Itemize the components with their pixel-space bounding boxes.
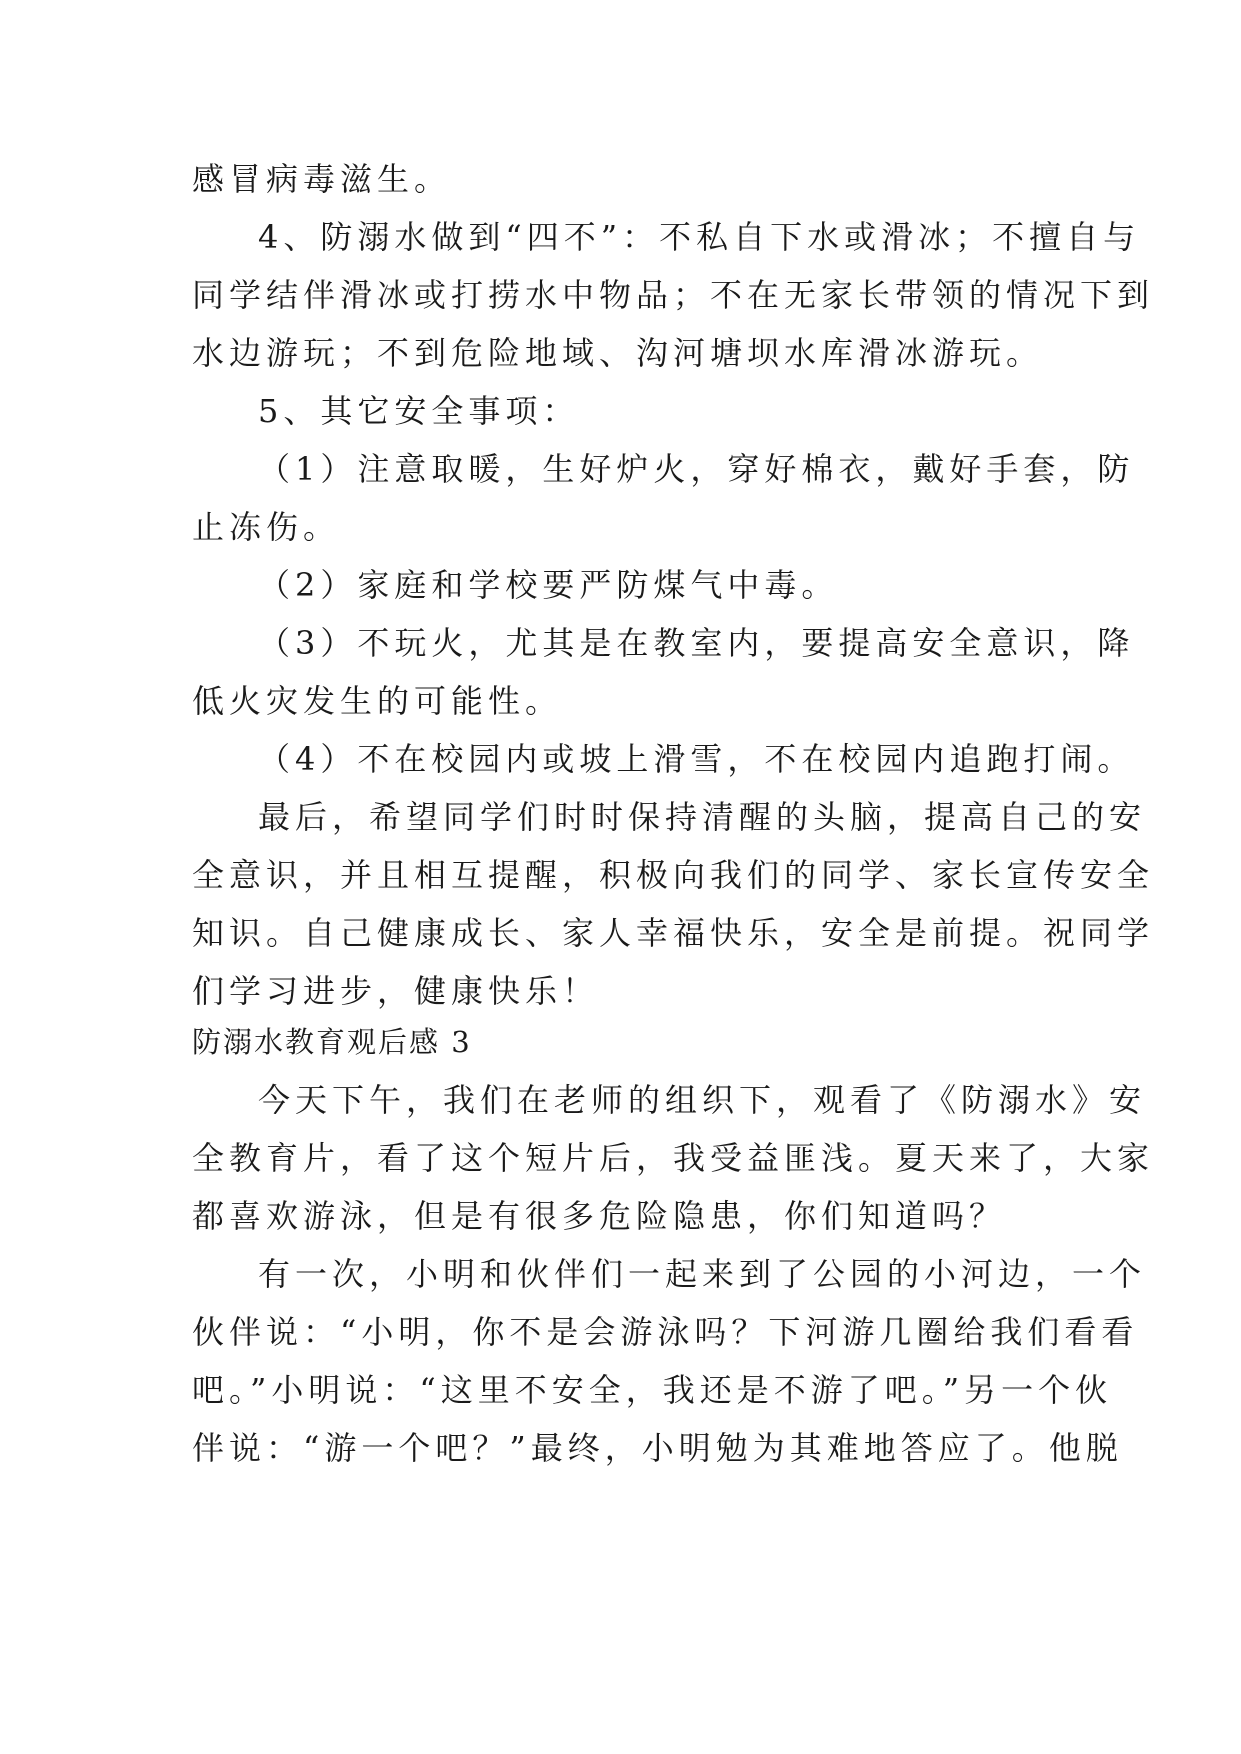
paragraph-line: 有一次，小明和伙伴们一起来到了公园的小河边，一个 — [258, 1255, 1147, 1293]
paragraph-line: 5、其它安全事项： — [258, 392, 580, 430]
paragraph-line: 同学结伴滑冰或打捞水中物品；不在无家长带领的情况下到 — [192, 276, 1155, 314]
paragraph-line: 吧。”小明说：“这里不安全，我还是不游了吧。”另一个伙 — [192, 1371, 1113, 1409]
paragraph-line: 们学习进步，健康快乐！ — [192, 972, 600, 1010]
paragraph-line: 感冒病毒滋生。 — [192, 160, 452, 198]
paragraph-line: 全教育片，看了这个短片后，我受益匪浅。夏天来了，大家 — [192, 1139, 1155, 1177]
paragraph-line: 低火灾发生的可能性。 — [192, 682, 563, 720]
paragraph-line: （1）注意取暖，生好炉火，穿好棉衣，戴好手套，防 — [258, 450, 1135, 488]
paragraph-line: （4）不在校园内或坡上滑雪，不在校园内追跑打闹。 — [258, 740, 1135, 778]
paragraph-line: 知识。自己健康成长、家人幸福快乐，安全是前提。祝同学 — [192, 914, 1155, 952]
paragraph-line: 4、防溺水做到“四不”：不私自下水或滑冰；不擅自与 — [258, 218, 1141, 256]
paragraph-line: 最后，希望同学们时时保持清醒的头脑，提高自己的安 — [258, 798, 1147, 836]
paragraph-line: 都喜欢游泳，但是有很多危险隐患，你们知道吗？ — [192, 1197, 1007, 1235]
text-section-bottom — [192, 1013, 1155, 1477]
paragraph-line: （3）不玩火，尤其是在教室内，要提高安全意识，降 — [258, 624, 1135, 662]
text-section-top — [192, 150, 1155, 1020]
paragraph-line: 全意识，并且相互提醒，积极向我们的同学、家长宣传安全 — [192, 856, 1155, 894]
paragraph-line: 止冻伤。 — [192, 508, 341, 546]
paragraph-line: 伙伴说：“小明，你不是会游泳吗？下河游几圈给我们看看 — [192, 1313, 1139, 1351]
paragraph-line: （2）家庭和学校要严防煤气中毒。 — [258, 566, 839, 604]
section-heading: 防溺水教育观后感 3 — [192, 1025, 472, 1059]
paragraph-line: 伴说：“游一个吧？”最终，小明勉为其难地答应了。他脱 — [192, 1429, 1123, 1467]
paragraph-line: 今天下午，我们在老师的组织下，观看了《防溺水》安 — [258, 1081, 1147, 1119]
paragraph-line: 水边游玩；不到危险地域、沟河塘坝水库滑冰游玩。 — [192, 334, 1044, 372]
